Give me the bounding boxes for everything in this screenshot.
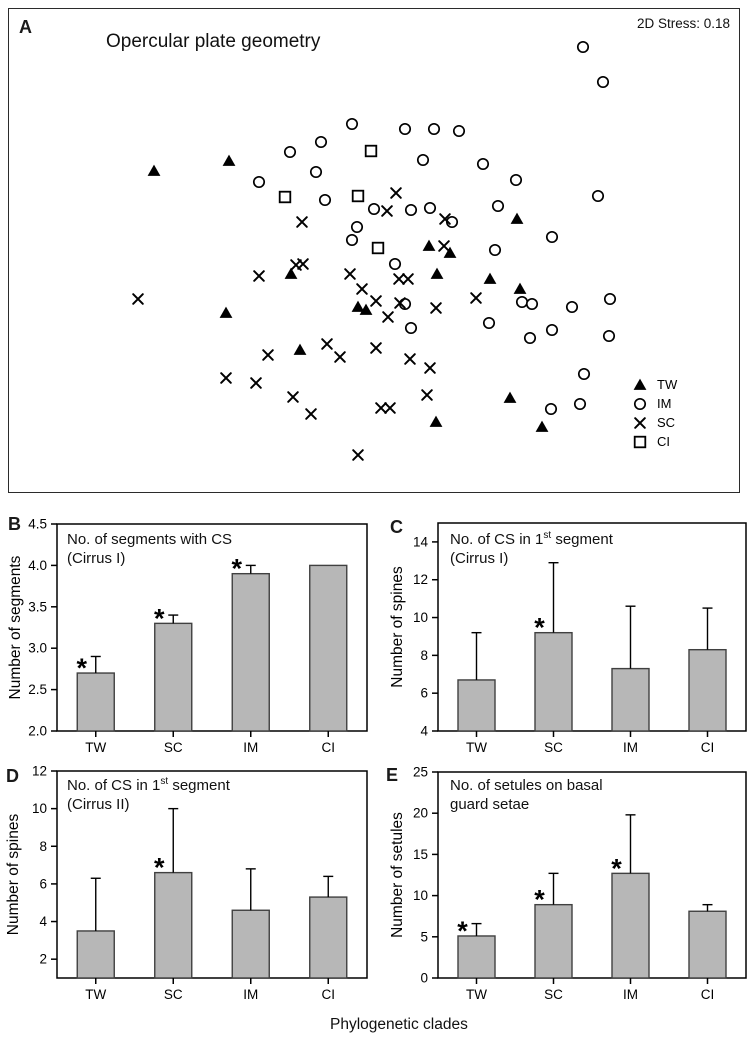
scatter-point-im bbox=[547, 325, 557, 335]
y-tick-label: 0 bbox=[420, 970, 428, 986]
scatter-point-tw bbox=[220, 307, 233, 318]
scatter-point-sc bbox=[431, 303, 441, 313]
y-tick-label: 2 bbox=[39, 951, 47, 967]
panel-e-bar-chart bbox=[370, 762, 750, 1019]
y-tick-label: 2.5 bbox=[28, 682, 47, 698]
scatter-point-im bbox=[478, 159, 488, 169]
scatter-point-sc bbox=[385, 403, 395, 413]
panel-a-title: Opercular plate geometry bbox=[106, 31, 321, 52]
scatter-point-im bbox=[598, 77, 608, 87]
category-label-ci: CI bbox=[700, 740, 715, 755]
scatter-point-im bbox=[352, 222, 362, 232]
y-axis-title: Number of segments bbox=[7, 555, 24, 700]
category-label-im: IM bbox=[623, 740, 638, 755]
y-tick-label: 2.0 bbox=[28, 723, 47, 739]
scatter-point-im bbox=[285, 147, 295, 157]
y-tick-label: 10 bbox=[412, 888, 428, 904]
category-label-im: IM bbox=[243, 987, 259, 1002]
legend-item-sc bbox=[631, 413, 677, 432]
scatter-point-tw bbox=[514, 283, 527, 294]
scatter-point-sc bbox=[471, 293, 481, 303]
scatter-point-tw bbox=[511, 213, 524, 224]
panel-a-letter: A bbox=[19, 17, 32, 37]
scatter-point-sc bbox=[371, 343, 381, 353]
scatter-point-sc bbox=[425, 363, 435, 373]
y-tick-label: 6 bbox=[420, 685, 428, 701]
y-tick-label: 14 bbox=[412, 534, 428, 550]
scatter-point-sc bbox=[298, 259, 308, 269]
stress-value: 2D Stress: 0.18 bbox=[636, 16, 730, 31]
category-label-ci: CI bbox=[321, 987, 335, 1002]
panel-title-line: (Cirrus I) bbox=[67, 550, 126, 567]
square-marker-icon bbox=[631, 434, 649, 450]
scatter-point-sc bbox=[221, 373, 231, 383]
panel-e-letter: E bbox=[386, 765, 399, 785]
scatter-point-sc bbox=[297, 217, 307, 227]
bar-im bbox=[612, 873, 649, 978]
scatter-point-im bbox=[316, 137, 326, 147]
panel-d-bar-chart bbox=[0, 762, 380, 1019]
scatter-point-im bbox=[547, 232, 557, 242]
y-axis-title: Number of setules bbox=[389, 812, 406, 938]
y-tick-label: 4 bbox=[39, 914, 47, 930]
category-label-sc: SC bbox=[544, 740, 563, 755]
bar-ci bbox=[310, 897, 347, 978]
bar-sc bbox=[155, 623, 192, 731]
scatter-series-im bbox=[254, 42, 615, 414]
scatter-point-im bbox=[429, 124, 439, 134]
panel-c-title bbox=[450, 530, 613, 568]
panel-c-bar-chart bbox=[370, 505, 750, 762]
legend-label: CI bbox=[657, 434, 670, 449]
category-label-ci: CI bbox=[321, 740, 335, 755]
scatter-point-im bbox=[369, 204, 379, 214]
y-tick-label: 25 bbox=[412, 764, 428, 780]
scatter-point-sc bbox=[133, 294, 143, 304]
legend-label: TW bbox=[657, 377, 678, 392]
scatter-point-sc bbox=[394, 274, 404, 284]
bar-im bbox=[232, 574, 269, 731]
y-tick-label: 12 bbox=[412, 572, 428, 588]
significance-asterisk-tw: * bbox=[457, 915, 468, 946]
scatter-point-tw bbox=[430, 416, 443, 427]
bar-ci bbox=[689, 911, 726, 978]
scatter-point-sc bbox=[353, 450, 363, 460]
scatter-series-sc bbox=[133, 188, 481, 460]
scatter-point-ci bbox=[373, 243, 384, 254]
category-label-tw: TW bbox=[85, 740, 107, 755]
scatter-point-sc bbox=[322, 339, 332, 349]
scatter-point-sc bbox=[376, 403, 386, 413]
cross-marker-icon bbox=[631, 415, 649, 431]
scatter-point-ci bbox=[366, 146, 377, 157]
y-tick-label: 3.5 bbox=[28, 599, 47, 615]
scatter-point-tw bbox=[148, 165, 161, 176]
scatter-point-im bbox=[406, 323, 416, 333]
y-tick-label: 10 bbox=[31, 801, 47, 817]
scatter-point-im bbox=[567, 302, 577, 312]
category-label-ci: CI bbox=[700, 987, 715, 1002]
x-axis-label: Phylogenetic clades bbox=[330, 1016, 468, 1033]
bar-im bbox=[612, 669, 649, 731]
scatter-point-sc bbox=[357, 284, 367, 294]
panel-title-line: No. of CS in 1st segment bbox=[67, 776, 230, 794]
scatter-point-im bbox=[511, 175, 521, 185]
y-tick-label: 4 bbox=[420, 723, 428, 739]
category-label-sc: SC bbox=[544, 987, 563, 1002]
scatter-point-im bbox=[347, 119, 357, 129]
bar-ci bbox=[310, 565, 347, 731]
scatter-series-ci bbox=[280, 146, 384, 254]
scatter-point-im bbox=[605, 294, 615, 304]
bar-sc bbox=[535, 633, 572, 731]
scatter-point-im bbox=[425, 203, 435, 213]
scatter-point-im bbox=[493, 201, 503, 211]
panel-b-bar-chart bbox=[0, 505, 380, 762]
legend-item-tw bbox=[631, 375, 677, 394]
bar-sc bbox=[155, 873, 192, 978]
significance-asterisk-sc: * bbox=[153, 852, 165, 883]
bar-im bbox=[232, 910, 269, 978]
significance-asterisk-sc: * bbox=[153, 603, 165, 634]
scatter-point-im bbox=[320, 195, 330, 205]
category-label-tw: TW bbox=[466, 987, 487, 1002]
significance-asterisk-im: * bbox=[611, 853, 622, 884]
scatter-point-ci bbox=[353, 191, 364, 202]
scatter-point-im bbox=[546, 404, 556, 414]
y-tick-label: 12 bbox=[31, 763, 47, 779]
y-tick-label: 20 bbox=[412, 805, 428, 821]
category-label-tw: TW bbox=[466, 740, 487, 755]
scatter-point-im bbox=[400, 124, 410, 134]
scatter-point-tw bbox=[223, 155, 236, 166]
legend-item-ci bbox=[631, 432, 677, 451]
legend-label: SC bbox=[657, 415, 676, 430]
legend-label: IM bbox=[657, 396, 672, 411]
scatter-point-sc bbox=[422, 390, 432, 400]
panel-title-line: (Cirrus I) bbox=[450, 550, 509, 567]
scatter-point-im bbox=[527, 299, 537, 309]
y-tick-label: 3.0 bbox=[28, 640, 47, 656]
category-label-tw: TW bbox=[85, 987, 107, 1002]
scatter-point-tw bbox=[431, 268, 444, 279]
panel-title-line: No. of setules on basal bbox=[450, 777, 603, 794]
scatter-point-sc bbox=[345, 269, 355, 279]
scatter-point-im bbox=[525, 333, 535, 343]
y-axis-title: Number of spines bbox=[5, 813, 22, 936]
scatter-point-im bbox=[604, 331, 614, 341]
y-axis-title: Number of spines bbox=[389, 566, 406, 688]
scatter-point-tw bbox=[423, 240, 436, 251]
scatter-point-sc bbox=[405, 354, 415, 364]
scatter-point-im bbox=[390, 259, 400, 269]
significance-asterisk-sc: * bbox=[534, 612, 545, 643]
scatter-point-im bbox=[406, 205, 416, 215]
scatter-point-im bbox=[490, 245, 500, 255]
scatter-point-sc bbox=[335, 352, 345, 362]
significance-asterisk-sc: * bbox=[534, 884, 545, 915]
panel-d-title bbox=[67, 776, 230, 814]
scatter-point-sc bbox=[391, 188, 401, 198]
scatter-point-im bbox=[454, 126, 464, 136]
scatter-point-tw bbox=[536, 421, 549, 432]
scatter-point-im bbox=[575, 399, 585, 409]
significance-asterisk-im: * bbox=[231, 553, 243, 584]
category-label-sc: SC bbox=[163, 740, 183, 755]
scatter-point-sc bbox=[254, 271, 264, 281]
scatter-point-ci bbox=[280, 192, 291, 203]
scatter-point-im bbox=[347, 235, 357, 245]
scatter-series-tw bbox=[148, 155, 549, 432]
category-label-im: IM bbox=[623, 987, 638, 1002]
category-label-sc: SC bbox=[163, 987, 183, 1002]
scatter-point-im bbox=[593, 191, 603, 201]
bar-ci bbox=[689, 650, 726, 731]
y-tick-label: 15 bbox=[412, 846, 428, 862]
panel-d-letter: D bbox=[6, 766, 19, 786]
triangle-marker-icon bbox=[631, 377, 649, 393]
significance-asterisk-tw: * bbox=[76, 653, 88, 684]
scatter-point-sc bbox=[382, 206, 392, 216]
nmds-legend bbox=[631, 375, 677, 451]
panel-title-line: No. of segments with CS bbox=[67, 531, 233, 548]
panel-title-line: No. of CS in 1st segment bbox=[450, 530, 613, 548]
y-tick-label: 4.5 bbox=[28, 516, 47, 532]
scatter-point-tw bbox=[294, 344, 307, 355]
scatter-point-sc bbox=[251, 378, 261, 388]
scatter-point-im bbox=[311, 167, 321, 177]
scatter-point-sc bbox=[306, 409, 316, 419]
panel-e-title bbox=[450, 776, 603, 814]
panel-b-title bbox=[67, 530, 232, 568]
scatter-point-im bbox=[578, 42, 588, 52]
bar-tw bbox=[458, 680, 495, 731]
scatter-point-sc bbox=[439, 241, 449, 251]
scatter-point-im bbox=[484, 318, 494, 328]
panel-title-line: (Cirrus II) bbox=[67, 796, 130, 813]
scatter-point-im bbox=[418, 155, 428, 165]
scatter-point-im bbox=[254, 177, 264, 187]
scatter-point-sc bbox=[263, 350, 273, 360]
panel-title-line: guard setae bbox=[450, 796, 530, 813]
y-tick-label: 5 bbox=[420, 929, 428, 945]
scatter-point-im bbox=[517, 297, 527, 307]
panel-c-letter: C bbox=[390, 517, 403, 537]
bar-sc bbox=[535, 905, 572, 978]
scatter-point-tw bbox=[504, 392, 517, 403]
y-tick-label: 6 bbox=[39, 876, 47, 892]
panel-a-nmds bbox=[8, 8, 740, 493]
y-tick-label: 8 bbox=[420, 647, 428, 663]
y-tick-label: 10 bbox=[412, 610, 428, 626]
circle-marker-icon bbox=[631, 396, 649, 412]
panel-b-letter: B bbox=[8, 514, 21, 534]
scatter-point-sc bbox=[288, 392, 298, 402]
scatter-point-sc bbox=[403, 274, 413, 284]
y-tick-label: 8 bbox=[39, 838, 47, 854]
category-label-im: IM bbox=[243, 740, 259, 755]
scatter-point-im bbox=[579, 369, 589, 379]
scatter-point-tw bbox=[484, 273, 497, 284]
bar-tw bbox=[77, 931, 114, 978]
scatter-point-sc bbox=[383, 312, 393, 322]
legend-item-im bbox=[631, 394, 677, 413]
y-tick-label: 4.0 bbox=[28, 557, 47, 573]
scatter-point-sc bbox=[371, 296, 381, 306]
